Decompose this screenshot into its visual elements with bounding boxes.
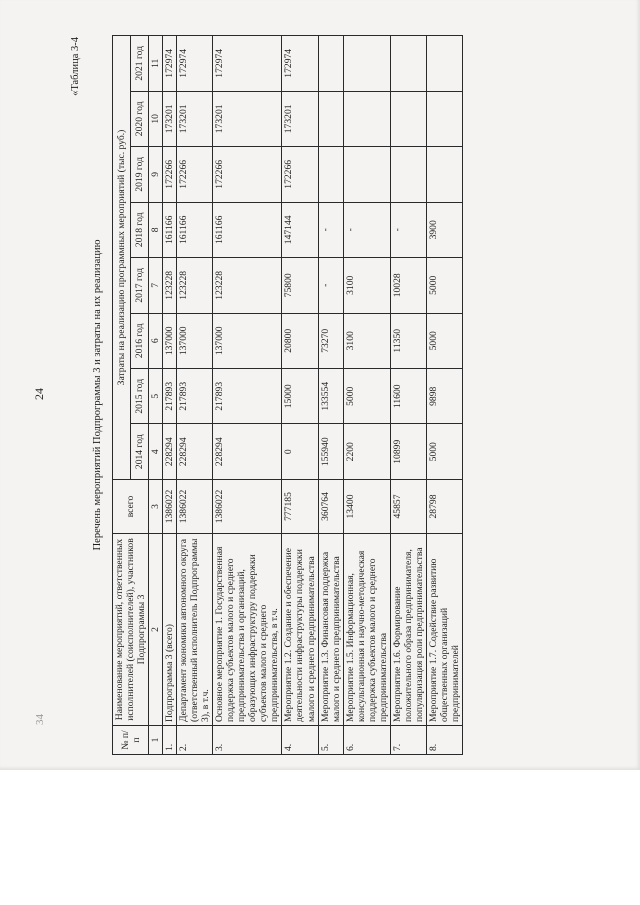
cost-cell: 3100	[343, 313, 390, 368]
cost-cell: 172266	[213, 147, 282, 202]
row-number: 3.	[213, 726, 282, 755]
column-number: 10	[149, 91, 163, 146]
column-number: 8	[149, 202, 163, 257]
cost-cell	[318, 36, 343, 92]
row-name: Мероприятие 1.6. Формирование положительного образа предпринимателя, популяризация роли предпринимательства	[390, 534, 426, 726]
header-year: 2018 год	[131, 202, 149, 257]
row-number: 4.	[282, 726, 318, 755]
cost-cell: 173201	[213, 91, 282, 146]
header-year: 2021 год	[131, 36, 149, 92]
cost-cell: -	[318, 258, 343, 313]
cost-cell: 5000	[426, 424, 462, 479]
cost-cell: 173201	[282, 91, 318, 146]
cost-cell: 5000	[426, 258, 462, 313]
row-name: Мероприятие 1.2. Создание и обеспечение деятельности инфраструктуры поддержки малого и среднего предпринимательства	[282, 534, 318, 726]
cost-cell: 5000	[426, 313, 462, 368]
header-year: 2016 год	[131, 313, 149, 368]
cost-cell: 172266	[177, 147, 213, 202]
cost-cell: 1386022	[177, 479, 213, 533]
table-title: Перечень мероприятий Подпрограммы 3 и затраты на их реализацию	[92, 239, 103, 551]
column-number: 9	[149, 147, 163, 202]
row-name: Подпрограмма 3 (всего)	[163, 534, 177, 726]
cost-cell	[318, 91, 343, 146]
cost-cell	[390, 36, 426, 92]
cost-cell: -	[343, 202, 390, 257]
row-name: Мероприятие 1.7. Содействие развитию общественных организаций предпринимателей	[426, 534, 462, 726]
column-number: 2	[149, 534, 163, 726]
cost-cell: 13400	[343, 479, 390, 533]
cost-cell: 155940	[318, 424, 343, 479]
cost-cell: 172974	[177, 36, 213, 92]
cost-cell: 137000	[213, 313, 282, 368]
scan-mark: 34	[34, 714, 46, 725]
cost-cell	[390, 91, 426, 146]
header-year: 2015 год	[131, 369, 149, 424]
cost-cell: 172266	[282, 147, 318, 202]
measures-table	[112, 35, 463, 755]
column-number: 6	[149, 313, 163, 368]
row-name: Мероприятие 1.3. Финансовая поддержка малого и среднего предпринимательства	[318, 534, 343, 726]
table-row	[163, 36, 177, 755]
column-number: 3	[149, 479, 163, 533]
row-number: 8.	[426, 726, 462, 755]
cost-cell: 172974	[213, 36, 282, 92]
cost-cell: 228294	[213, 424, 282, 479]
column-number: 1	[149, 726, 163, 755]
cost-cell: 11600	[390, 369, 426, 424]
row-number: 6.	[343, 726, 390, 755]
row-name: Основное мероприятие 1. Государственная поддержка субъектов малого и среднего предпринимательства и организаций, образующих инфраструктуру поддержки субъектов малого и среднего предпринимательства, в т.ч.	[213, 534, 282, 726]
header-costs: Затраты на реализацию программных мероприятий (тыс. руб.)	[113, 36, 131, 480]
header-year: 2017 год	[131, 258, 149, 313]
cost-cell: 28798	[426, 479, 462, 533]
cost-cell: 172266	[163, 147, 177, 202]
table-body	[163, 36, 463, 755]
cost-cell	[343, 36, 390, 92]
cost-cell: 217893	[213, 369, 282, 424]
cost-cell: 137000	[177, 313, 213, 368]
table-row	[426, 36, 462, 755]
cost-cell: 1386022	[213, 479, 282, 533]
cost-cell: 161166	[213, 202, 282, 257]
cost-cell: 217893	[163, 369, 177, 424]
cost-cell: -	[390, 202, 426, 257]
cost-cell: 1386022	[163, 479, 177, 533]
row-number: 1.	[163, 726, 177, 755]
cost-cell	[426, 36, 462, 92]
cost-cell: 161166	[163, 202, 177, 257]
cost-cell: 0	[282, 424, 318, 479]
row-number: 7.	[390, 726, 426, 755]
cost-cell	[426, 147, 462, 202]
row-number: 2.	[177, 726, 213, 755]
cost-cell: 217893	[177, 369, 213, 424]
cost-cell	[343, 147, 390, 202]
column-number: 5	[149, 369, 163, 424]
cost-cell: 133554	[318, 369, 343, 424]
cost-cell: 45857	[390, 479, 426, 533]
cost-cell: 123228	[163, 258, 177, 313]
cost-cell: 137000	[163, 313, 177, 368]
table-row	[390, 36, 426, 755]
cost-cell: 10028	[390, 258, 426, 313]
cost-cell: 11350	[390, 313, 426, 368]
header-year: 2020 год	[131, 91, 149, 146]
header-colnum-row	[149, 36, 163, 755]
cost-cell	[318, 147, 343, 202]
page-number: 24	[32, 388, 46, 400]
row-number: 5.	[318, 726, 343, 755]
column-number: 7	[149, 258, 163, 313]
cost-cell: 161166	[177, 202, 213, 257]
cost-cell	[343, 91, 390, 146]
header-year: 2019 год	[131, 147, 149, 202]
cost-cell: 10899	[390, 424, 426, 479]
cost-cell: 123228	[213, 258, 282, 313]
cost-cell: 3900	[426, 202, 462, 257]
table-row	[213, 36, 282, 755]
rotated-page	[32, 25, 620, 765]
cost-cell: 172974	[163, 36, 177, 92]
row-name: Департамент экономики автономного округа (ответственный исполнитель Подпрограммы 3), в т.ч.	[177, 534, 213, 726]
cost-cell: 147144	[282, 202, 318, 257]
header-year: 2014 год	[131, 424, 149, 479]
cost-cell: 20800	[282, 313, 318, 368]
column-number: 4	[149, 424, 163, 479]
cost-cell: 360764	[318, 479, 343, 533]
table-row	[318, 36, 343, 755]
cost-cell: 5000	[343, 369, 390, 424]
cost-cell: 9898	[426, 369, 462, 424]
table-row	[177, 36, 213, 755]
column-number: 11	[149, 36, 163, 92]
header-num: № п/п	[113, 726, 149, 755]
cost-cell	[390, 147, 426, 202]
cost-cell: 173201	[177, 91, 213, 146]
header-name: Наименование мероприятий, ответственных исполнителей (соисполнителей), участников Подпрограммы 3	[113, 534, 149, 726]
header-total: всего	[113, 479, 149, 533]
cost-cell	[426, 91, 462, 146]
cost-cell: 172974	[282, 36, 318, 92]
cost-cell: 73270	[318, 313, 343, 368]
table-row	[343, 36, 390, 755]
cost-cell: 173201	[163, 91, 177, 146]
row-name: Мероприятие 1.5. Информационная, консультационная и научно-методическая поддержка субъектов малого и среднего предпринимательства	[343, 534, 390, 726]
table-note: «Таблица 3-4	[70, 37, 81, 96]
cost-cell: 777185	[282, 479, 318, 533]
cost-cell: 228294	[177, 424, 213, 479]
cost-cell: 123228	[177, 258, 213, 313]
cost-cell: -	[318, 202, 343, 257]
cost-cell: 228294	[163, 424, 177, 479]
table-row	[282, 36, 318, 755]
cost-cell: 75800	[282, 258, 318, 313]
cost-cell: 3100	[343, 258, 390, 313]
cost-cell: 2200	[343, 424, 390, 479]
cost-cell: 15000	[282, 369, 318, 424]
